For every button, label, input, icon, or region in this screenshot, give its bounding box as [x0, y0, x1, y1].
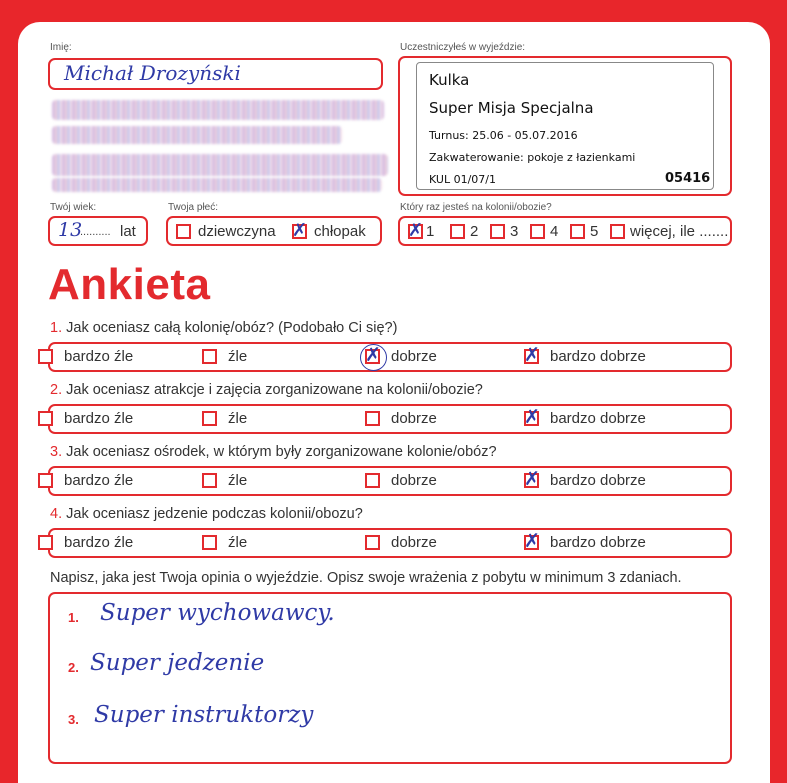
times-field [398, 216, 732, 246]
name-value: Michał Drozyński [64, 61, 241, 85]
opinion-line-number: 2. [68, 660, 79, 675]
rating-option-label: dobrze [391, 348, 437, 365]
rating-checkbox[interactable] [202, 349, 217, 364]
check-mark-icon: ✗ [292, 220, 308, 241]
age-value: 13 [58, 219, 83, 241]
rating-option-label: źle [228, 410, 248, 427]
question-number: 1. [50, 320, 63, 336]
redacted-line [52, 100, 384, 120]
rating-option-label: bardzo źle [64, 410, 134, 427]
rating-option-label: dobrze [391, 472, 437, 489]
rating-checkbox[interactable] [38, 473, 53, 488]
age-label: Twój wiek: [50, 202, 97, 213]
gender-option-girl: dziewczyna [198, 223, 276, 240]
times-checkbox-1[interactable] [408, 220, 424, 241]
times-checkbox-4[interactable] [530, 224, 545, 239]
age-dots: .......... [80, 226, 111, 238]
gender-field [166, 216, 382, 246]
rating-option-label: bardzo źle [64, 534, 134, 551]
rating-checkbox[interactable] [365, 473, 380, 488]
question-title [50, 320, 397, 336]
question-text: Jak oceniasz atrakcje i zajęcia zorganizowane na kolonii/obozie? [66, 382, 483, 398]
rating-checkbox[interactable] [365, 535, 380, 550]
rating-checkbox[interactable] [202, 535, 217, 550]
ticket-line4: Zakwaterowanie: pokoje z łazienkami [429, 151, 636, 164]
rating-option-label: bardzo źle [64, 348, 134, 365]
rating-option-label: dobrze [391, 534, 437, 551]
ticket-sticker [416, 62, 714, 190]
rating-checkbox[interactable] [524, 530, 540, 552]
opinion-line-text: Super instruktorzy [94, 702, 314, 728]
rating-checkbox[interactable] [38, 535, 53, 550]
check-mark-icon: ✗ [408, 220, 424, 241]
question-text: Jak oceniasz ośrodek, w którym były zorganizowane kolonie/obóz? [66, 444, 497, 460]
page-title: Ankieta [48, 260, 211, 309]
rating-checkbox[interactable] [524, 468, 540, 490]
check-mark-icon: ✗ [365, 344, 381, 366]
times-checkbox-3[interactable] [490, 224, 505, 239]
rating-option-label: bardzo dobrze [550, 472, 646, 489]
redacted-line [52, 154, 388, 176]
rating-option-label: źle [228, 348, 248, 365]
rating-checkbox[interactable] [365, 344, 381, 366]
redacted-line [52, 178, 382, 192]
ticket-line1: Kulka [429, 71, 470, 89]
rating-checkbox[interactable] [524, 344, 540, 366]
rating-checkbox[interactable] [202, 411, 217, 426]
times-checkbox-more[interactable] [610, 224, 625, 239]
rating-option-label: bardzo dobrze [550, 410, 646, 427]
gender-option-boy: chłopak [314, 223, 366, 240]
ticket-line3: Turnus: 25.06 - 05.07.2016 [429, 129, 578, 142]
rating-checkbox[interactable] [202, 473, 217, 488]
form-sheet [18, 22, 770, 783]
rating-checkbox[interactable] [524, 406, 540, 428]
opinion-prompt: Napisz, jaka jest Twoja opinia o wyjeździe. Opisz swoje wrażenia z pobytu w minimum 3 zdaniach. [50, 570, 682, 586]
times-option-3: 3 [510, 223, 519, 240]
name-label: Imię: [50, 42, 72, 53]
name-field[interactable] [48, 58, 383, 90]
rating-option-label: dobrze [391, 410, 437, 427]
times-label: Który raz jesteś na kolonii/obozie? [400, 202, 552, 213]
opinion-line-number: 1. [68, 610, 79, 625]
times-option-more: więcej, ile ....... [630, 223, 729, 240]
times-checkbox-5[interactable] [570, 224, 585, 239]
rating-checkbox[interactable] [38, 349, 53, 364]
question-number: 3. [50, 444, 63, 460]
circle-mark-icon [360, 344, 387, 371]
rating-checkbox[interactable] [38, 411, 53, 426]
ticket-code-right: 05416 [665, 171, 711, 186]
check-mark-icon: ✗ [524, 468, 540, 490]
question-number: 2. [50, 382, 63, 398]
opinion-line-text: Super wychowawcy. [100, 600, 335, 626]
age-unit: lat [120, 223, 136, 240]
gender-label: Twoja płeć: [168, 202, 219, 213]
question-title [50, 382, 483, 398]
ticket-line2: Super Misja Specjalna [429, 99, 594, 117]
age-field[interactable] [48, 216, 148, 246]
rating-option-label: bardzo dobrze [550, 534, 646, 551]
times-option-4: 4 [550, 223, 559, 240]
times-checkbox-2[interactable] [450, 224, 465, 239]
gender-checkbox-girl[interactable] [176, 224, 191, 239]
opinion-line-text: Super jedzenie [90, 650, 265, 676]
camp-label: Uczestniczyłeś w wyjeździe: [400, 42, 526, 53]
times-option-1: 1 [426, 223, 435, 240]
rating-option-label: bardzo źle [64, 472, 134, 489]
check-mark-icon: ✗ [524, 344, 540, 366]
rating-option-label: źle [228, 534, 248, 551]
ticket-code-left: KUL 01/07/1 [429, 173, 496, 186]
rating-checkbox[interactable] [365, 411, 380, 426]
camp-field [398, 56, 732, 196]
gender-checkbox-boy[interactable] [292, 220, 308, 241]
rating-option-label: źle [228, 472, 248, 489]
check-mark-icon: ✗ [524, 530, 540, 552]
opinion-line-number: 3. [68, 712, 79, 727]
question-text: Jak oceniasz jedzenie podczas kolonii/obozu? [66, 506, 363, 522]
question-number: 4. [50, 506, 63, 522]
check-mark-icon: ✗ [524, 406, 540, 428]
question-title [50, 506, 363, 522]
opinion-field[interactable] [48, 592, 732, 764]
redacted-line [52, 126, 342, 144]
times-option-5: 5 [590, 223, 599, 240]
question-title [50, 444, 497, 460]
times-option-2: 2 [470, 223, 479, 240]
rating-option-label: bardzo dobrze [550, 348, 646, 365]
question-text: Jak oceniasz całą kolonię/obóz? (Podobało Ci się?) [66, 320, 398, 336]
